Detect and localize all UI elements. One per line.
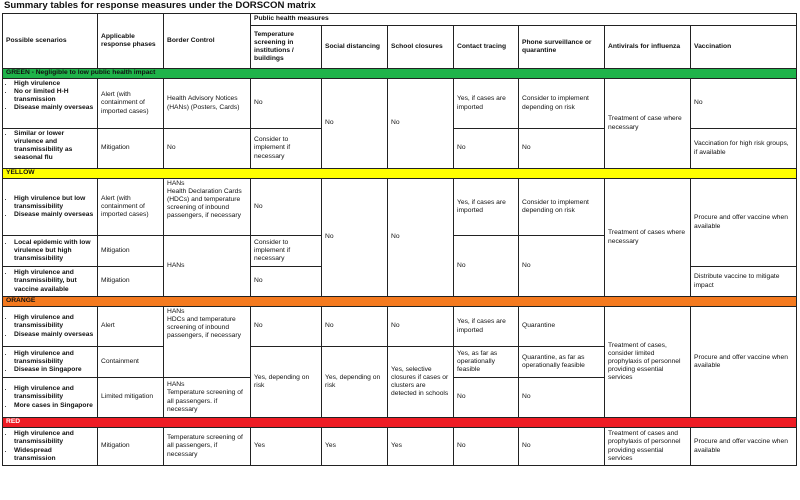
header-temp: Temperature screening in institutions / buildings: [251, 26, 322, 69]
phase-cell: Mitigation: [98, 236, 164, 267]
contact-cell: Yes, if cases are imported: [454, 179, 519, 236]
header-antivirals: Antivirals for influenza: [605, 26, 691, 69]
border-line: Health Declaration Cards (HDCs) and temperature screening of inbound passengers, if necessary: [167, 188, 242, 220]
vaccination-cell: Vaccination for high risk groups, if available: [691, 129, 797, 169]
scenario-bullet: • High virulence but low transmissibility: [14, 195, 94, 211]
phone-cell: No: [519, 378, 605, 418]
social-cell: No: [322, 79, 388, 169]
phase-cell: Mitigation: [98, 267, 164, 297]
scenario-cell: [3, 179, 98, 236]
phone-cell: No: [519, 129, 605, 169]
table-row: [3, 179, 797, 236]
band-green: [3, 69, 797, 79]
band-yellow-label: YELLOW: [3, 169, 797, 179]
scenario-bullet: • No or limited H-H transmission: [14, 88, 94, 104]
header-contact: Contact tracing: [454, 26, 519, 69]
vaccination-cell: Procure and offer vaccine when available: [691, 428, 797, 466]
social-cell: Yes, depending on risk: [322, 347, 388, 418]
phase-cell: Alert (with containment of imported cases): [98, 79, 164, 129]
band-orange-label: ORANGE: [3, 297, 797, 307]
header-public-health: Public health measures: [251, 14, 797, 26]
dorscon-table: [2, 13, 797, 466]
border-line: HANs: [167, 308, 185, 315]
antivirals-cell: Treatment of case where necessary: [605, 79, 691, 169]
phone-cell: No: [519, 236, 605, 297]
table-row: [3, 428, 797, 466]
temp-cell: Yes: [251, 428, 322, 466]
scenario-bullet: • Disease mainly overseas: [14, 331, 94, 339]
contact-cell: Yes, if cases are imported: [454, 307, 519, 347]
border-line: HDCs and temperature screening of inbound passengers, if necessary: [167, 316, 241, 340]
header-social: Social distancing: [322, 26, 388, 69]
vaccination-cell: Distribute vaccine to mitigate impact: [691, 267, 797, 297]
band-orange: [3, 297, 797, 307]
phone-cell: Quarantine: [519, 307, 605, 347]
scenario-bullet: • Disease in Singapore: [14, 366, 94, 374]
scenario-bullet: • Disease mainly overseas: [14, 211, 94, 219]
temp-cell: No: [251, 79, 322, 129]
contact-cell: No: [454, 129, 519, 169]
border-line: Temperature screening of all passengers. if necessary: [167, 389, 243, 413]
scenario-cell: [3, 79, 98, 129]
border-cell: HANs: [164, 236, 251, 297]
temp-cell: Consider to implement if necessary: [251, 129, 322, 169]
contact-cell: Yes, if cases are imported: [454, 79, 519, 129]
phone-cell: Consider to implement depending on risk: [519, 179, 605, 236]
phase-cell: Mitigation: [98, 129, 164, 169]
contact-cell: No: [454, 236, 519, 297]
vaccination-cell: Procure and offer vaccine when available: [691, 307, 797, 418]
scenario-cell: [3, 129, 98, 169]
scenario-bullet: • High virulence and transmissibility: [14, 350, 94, 366]
border-cell: [164, 179, 251, 236]
scenario-bullet: • Similar or lower virulence and transmissibility as seasonal flu: [14, 130, 94, 162]
vaccination-cell: No: [691, 79, 797, 129]
phase-cell: Alert: [98, 307, 164, 347]
antivirals-cell: Treatment of cases and prophylaxis of personnel providing essential services: [605, 428, 691, 466]
scenario-bullet: • High virulence and transmissibility: [14, 314, 94, 330]
social-cell: No: [322, 307, 388, 347]
phase-cell: Limited mitigation: [98, 378, 164, 418]
school-cell: Yes, selective closures if cases or clusters are detected in schools: [388, 347, 454, 418]
scenario-cell: [3, 347, 98, 378]
phase-cell: Alert (with containment of imported cases): [98, 179, 164, 236]
header-phone: Phone surveillance or quarantine: [519, 26, 605, 69]
contact-cell: No: [454, 428, 519, 466]
school-cell: No: [388, 307, 454, 347]
school-cell: No: [388, 79, 454, 169]
header-row-top: [3, 14, 797, 26]
header-school: School closures: [388, 26, 454, 69]
antivirals-cell: Treatment of cases, consider limited prophylaxis of personnel providing essential services: [605, 307, 691, 418]
table-row: [3, 79, 797, 129]
temp-cell: No: [251, 179, 322, 236]
phone-cell: Quarantine, as far as operationally feasible: [519, 347, 605, 378]
social-cell: Yes: [322, 428, 388, 466]
temp-cell: Consider to implement if necessary: [251, 236, 322, 267]
antivirals-cell: Treatment of cases where necessary: [605, 179, 691, 297]
scenario-bullet: • Disease mainly overseas: [14, 104, 94, 112]
phone-cell: Consider to implement depending on risk: [519, 79, 605, 129]
border-cell: [164, 307, 251, 378]
phase-cell: Containment: [98, 347, 164, 378]
school-cell: No: [388, 179, 454, 297]
scenario-cell: [3, 307, 98, 347]
header-scenarios: Possible scenarios: [3, 14, 98, 69]
contact-cell: Yes, as far as operationally feasible: [454, 347, 519, 378]
social-cell: No: [322, 179, 388, 297]
scenario-bullet: • More cases in Singapore: [14, 402, 94, 410]
contact-cell: No: [454, 378, 519, 418]
scenario-cell: [3, 378, 98, 418]
band-green-label: GREEN - Negligible to low public health impact: [3, 69, 797, 79]
border-cell: [164, 378, 251, 418]
table-row: [3, 307, 797, 347]
temp-cell: No: [251, 307, 322, 347]
phone-cell: No: [519, 428, 605, 466]
header-vaccination: Vaccination: [691, 26, 797, 69]
scenario-cell: [3, 428, 98, 466]
school-cell: Yes: [388, 428, 454, 466]
border-cell: No: [164, 129, 251, 169]
band-red-label: RED: [3, 418, 797, 428]
band-red: [3, 418, 797, 428]
scenario-bullet: • High virulence and transmissibility: [14, 430, 94, 446]
vaccination-cell: Procure and offer vaccine when available: [691, 179, 797, 267]
band-yellow: [3, 169, 797, 179]
document-title: Summary tables for response measures under the DORSCON matrix: [4, 0, 316, 11]
border-cell: Health Advisory Notices (HANs) (Posters, Cards): [164, 79, 251, 129]
scenario-bullet: • High virulence: [14, 80, 94, 88]
header-phases: Applicable response phases: [98, 14, 164, 69]
scenario-cell: [3, 267, 98, 297]
phase-cell: Mitigation: [98, 428, 164, 466]
border-cell: Temperature screening of all passengers, if necessary: [164, 428, 251, 466]
scenario-bullet: • High virulence and transmissibility, but vaccine available: [14, 269, 94, 293]
temp-cell: No: [251, 267, 322, 297]
border-line: HANs: [167, 381, 185, 389]
scenario-bullet: • High virulence and transmissibility: [14, 385, 94, 401]
header-border: Border Control: [164, 14, 251, 69]
scenario-bullet: • Widespread transmission: [14, 447, 94, 463]
scenario-cell: [3, 236, 98, 267]
temp-cell: Yes, depending on risk: [251, 347, 322, 418]
border-line: HANs: [167, 180, 185, 187]
scenario-bullet: • Local epidemic with low virulence but high transmissibility: [14, 239, 94, 263]
